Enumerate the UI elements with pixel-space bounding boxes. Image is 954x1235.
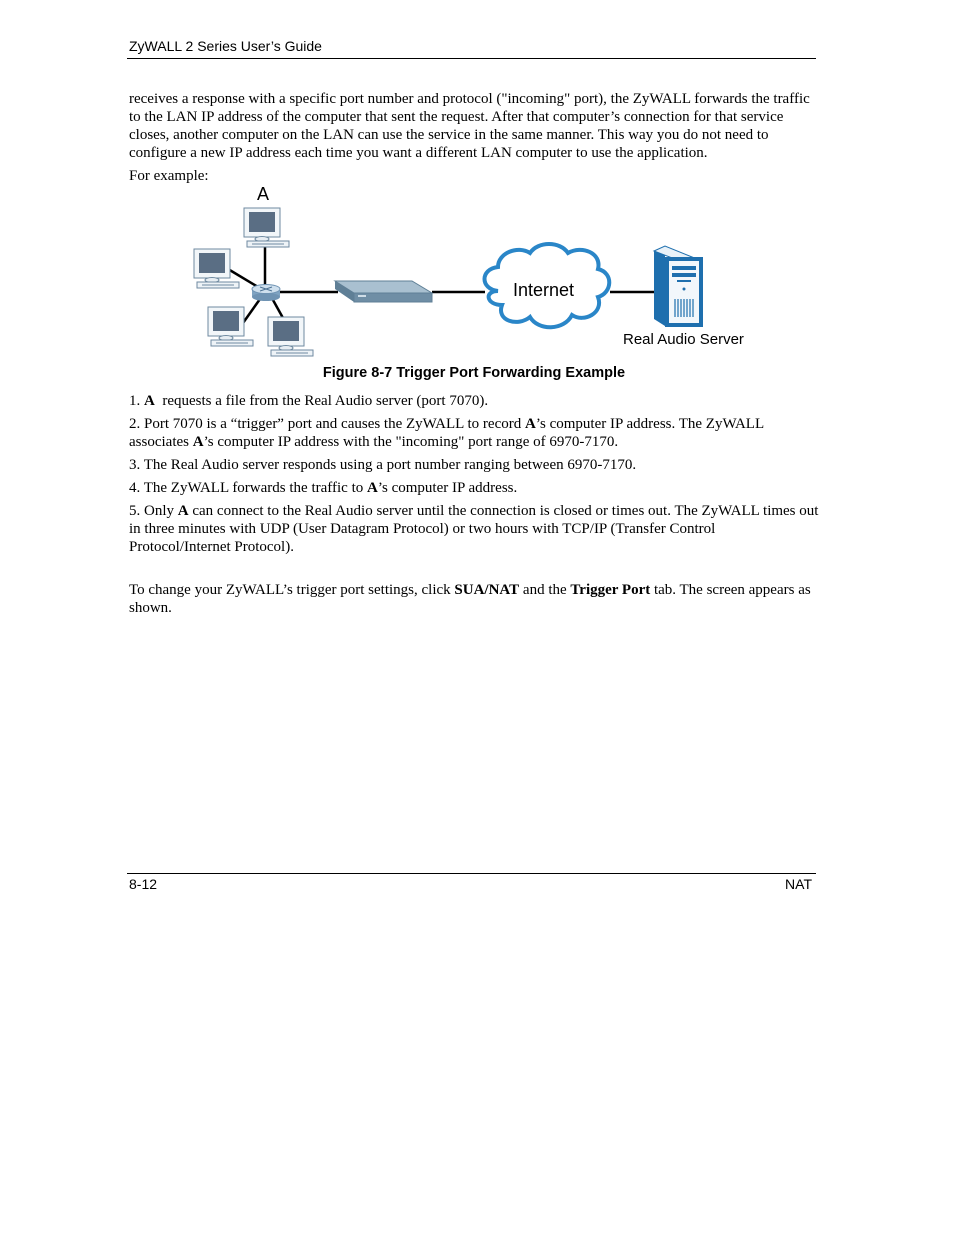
step-number: 1. [129, 393, 144, 409]
step-4 [129, 479, 819, 497]
step-bold: A [144, 393, 155, 409]
computer-bottom-right-icon [268, 317, 313, 356]
header-rule [127, 58, 816, 59]
closing-paragraph [129, 581, 819, 617]
tab-reference-trigger-port: Trigger Port [570, 582, 651, 598]
step-5 [129, 502, 819, 556]
step-number: 5. [129, 503, 144, 519]
step-text: ’s computer IP address. The ZyWALL associates [129, 416, 764, 450]
computer-a-label: A [257, 184, 270, 204]
figure-caption: Figure 8-7 Trigger Port Forwarding Example [322, 365, 626, 381]
step-text: The ZyWALL forwards the traffic to [143, 480, 367, 496]
step-bold: A [192, 434, 204, 450]
real-audio-server-label: Real Audio Server [623, 331, 744, 348]
internet-label: Internet [513, 280, 575, 300]
step-text: requests a file from the Real Audio server (port 7070). [154, 393, 489, 409]
zywall-device-icon [335, 281, 432, 302]
trigger-port-diagram [180, 183, 770, 363]
step-bold: A [366, 480, 378, 496]
closing-text-part: To change your ZyWALL’s trigger port settings, click [129, 582, 455, 598]
step-2 [129, 415, 819, 451]
step-bold: A [525, 416, 536, 432]
running-header-title: ZyWALL 2 Series User’s Guide [129, 38, 322, 54]
real-audio-server-icon [654, 246, 703, 327]
closing-text [129, 581, 819, 617]
step-3 [129, 456, 819, 474]
for-example-text: For example: [129, 168, 209, 184]
step-number: 4. [129, 480, 144, 496]
closing-text-part: tab. The screen appears as shown. [129, 582, 811, 616]
step-text: ’s computer IP address with the "incoming" port range of 6970-7170. [203, 434, 619, 450]
step-text: Only [144, 503, 178, 519]
footer-rule [127, 873, 816, 874]
step-text: The Real Audio server responds using a port number ranging between 6970-7170. [143, 457, 637, 473]
step-number: 3. [129, 457, 144, 473]
intro-block [129, 90, 819, 185]
closing-text-part: and the [519, 582, 571, 598]
steps-list [129, 392, 819, 556]
hub-icon [252, 285, 280, 302]
computer-a-icon [244, 208, 289, 247]
footer-section-name: NAT [785, 876, 812, 892]
intro-paragraph: receives a response with a specific port number and protocol ("incoming" port), the ZyWALL forwards the traffic to the LAN IP address of the computer that sent the request. After that computer’s connection for that service closes, another computer on the LAN can use the service in the same manner. This way you do not need to configure a new IP address each time you want a different LAN computer to use the application. [129, 91, 810, 161]
step-bold: A [177, 503, 189, 519]
computer-bottom-left-icon [208, 307, 253, 346]
step-number: 2. [129, 416, 144, 432]
step-text: ’s computer IP address. [377, 480, 518, 496]
computer-left-icon [194, 249, 239, 288]
step-text: Port 7070 is a “trigger” port and causes the ZyWALL to record [144, 416, 525, 432]
step-text: can connect to the Real Audio server until the connection is closed or times out. The ZyWALL times out in three minutes with UDP (User Datagram Protocol) or two hours with TCP/IP (Transfer Control Protocol/Internet Protocol). [129, 503, 819, 555]
footer-page-number: 8-12 [129, 876, 158, 892]
step-1 [129, 392, 819, 410]
menu-reference-sua-nat: SUA/NAT [454, 582, 520, 598]
